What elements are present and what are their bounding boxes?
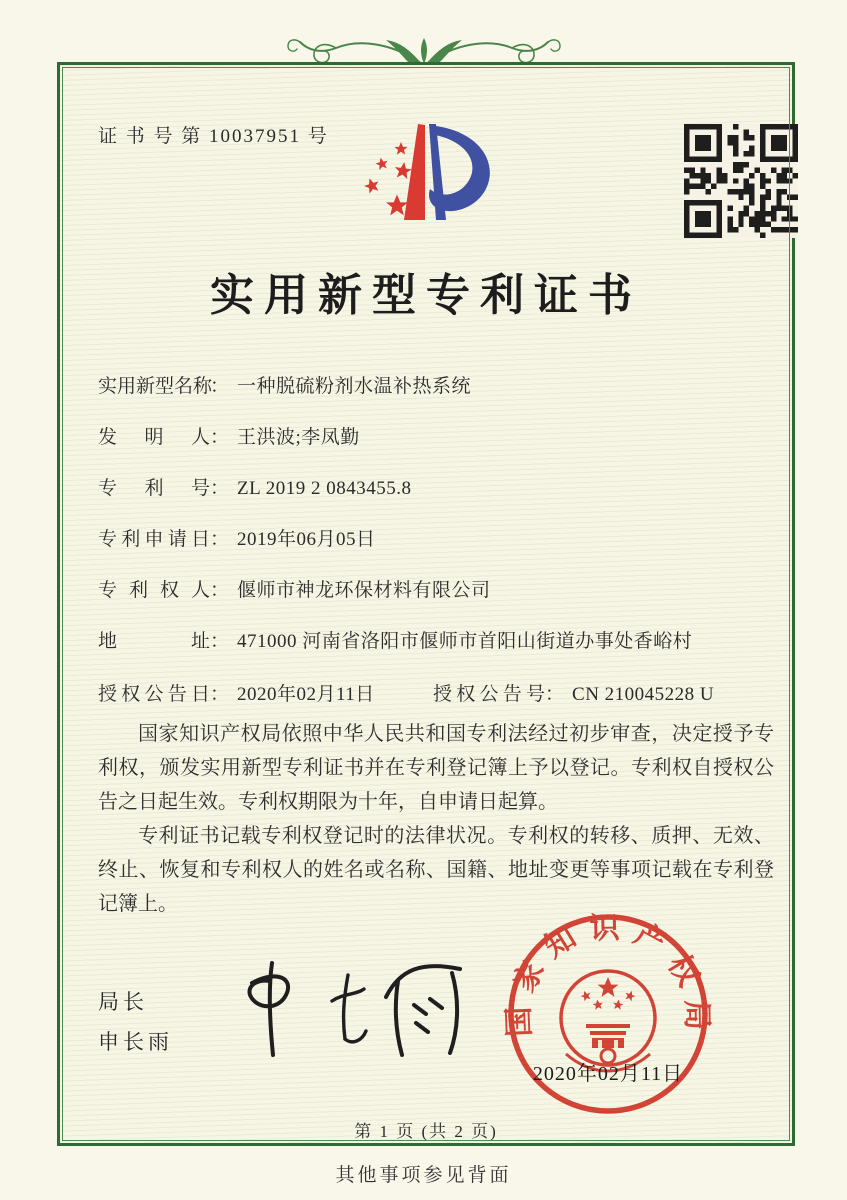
field-row-inventor: 发明人： 王洪波;李凤勤 (98, 422, 360, 449)
certificate-number: 证 书 号 第 10037951 号 (98, 126, 329, 147)
field-label: 发明人 (98, 427, 210, 448)
field-label: 专利申请日 (98, 529, 210, 550)
field-row-invention-name: 实用新型名称： 一种脱硫粉剂水温补热系统 (98, 371, 471, 398)
field-value: 偃师市神龙环保材料有限公司 (237, 580, 491, 601)
field-value: 471000 河南省洛阳市偃师市首阳山街道办事处香峪村 (237, 631, 693, 652)
qr-code (684, 124, 798, 238)
field-row-patentee: 专利权人： 偃师市神龙环保材料有限公司 (98, 575, 491, 602)
certificate-title: 实用新型专利证书 (210, 271, 642, 320)
national-emblem-icon (561, 971, 655, 1071)
field-label: 授权公告日 (98, 684, 210, 705)
seal-date: 2020年02月11日 (532, 1063, 684, 1085)
field-label: 专利权人 (98, 580, 210, 601)
director-signature (220, 949, 480, 1069)
field-row-address: 地址： 471000 河南省洛阳市偃师市首阳山街道办事处香峪村 (98, 626, 692, 653)
field-grant-date: 授权公告日： 2020年02月11日 (98, 684, 375, 705)
legal-text (98, 717, 774, 921)
footer-note: 其他事项参见背面 (335, 1165, 512, 1186)
legal-paragraph-2: 专利证书记载专利权登记时的法律状况。专利权的转移、质押、无效、终止、恢复和专利权人的姓名或名称、国籍、地址变更等事项记载在专利登记簿上。 (98, 825, 774, 915)
certificate-border (57, 62, 795, 1146)
field-value: CN 210045228 U (572, 684, 715, 705)
field-label: 授权公告号 (433, 684, 545, 705)
field-value: ZL 2019 2 0843455.8 (237, 478, 412, 499)
field-value: 一种脱硫粉剂水温补热系统 (237, 376, 472, 397)
field-value: 2019年06月05日 (237, 529, 376, 550)
field-grant-number: 授权公告号： CN 210045228 U (433, 679, 714, 706)
director-name: 申长雨 (98, 1030, 173, 1054)
field-row-grant (98, 679, 715, 706)
field-label: 专利号 (98, 478, 210, 499)
legal-paragraph-1: 国家知识产权局依照中华人民共和国专利法经过初步审查，决定授予专利权，颁发实用新型专利证书并在专利登记簿上予以登记。专利权自授权公告之日起生效。专利权期限为十年，自申请日起算。 (98, 723, 774, 813)
field-row-filing-date: 专利申请日： 2019年06月05日 (98, 524, 376, 551)
page-number: 第 1 页 (共 2 页) (354, 1122, 498, 1141)
field-value: 2020年02月11日 (237, 684, 375, 705)
seal-text: 国家知识产权局 (502, 911, 714, 1038)
field-value: 王洪波;李凤勤 (237, 427, 360, 448)
svg-text:国家知识产权局 (502, 912, 713, 1038)
cnipa-logo-icon (338, 109, 518, 241)
field-row-patent-number: 专利号： ZL 2019 2 0843455.8 (98, 473, 412, 500)
director-title: 局长 (98, 990, 148, 1014)
field-label: 实用新型名称 (98, 376, 213, 397)
field-label: 地址 (98, 631, 210, 652)
